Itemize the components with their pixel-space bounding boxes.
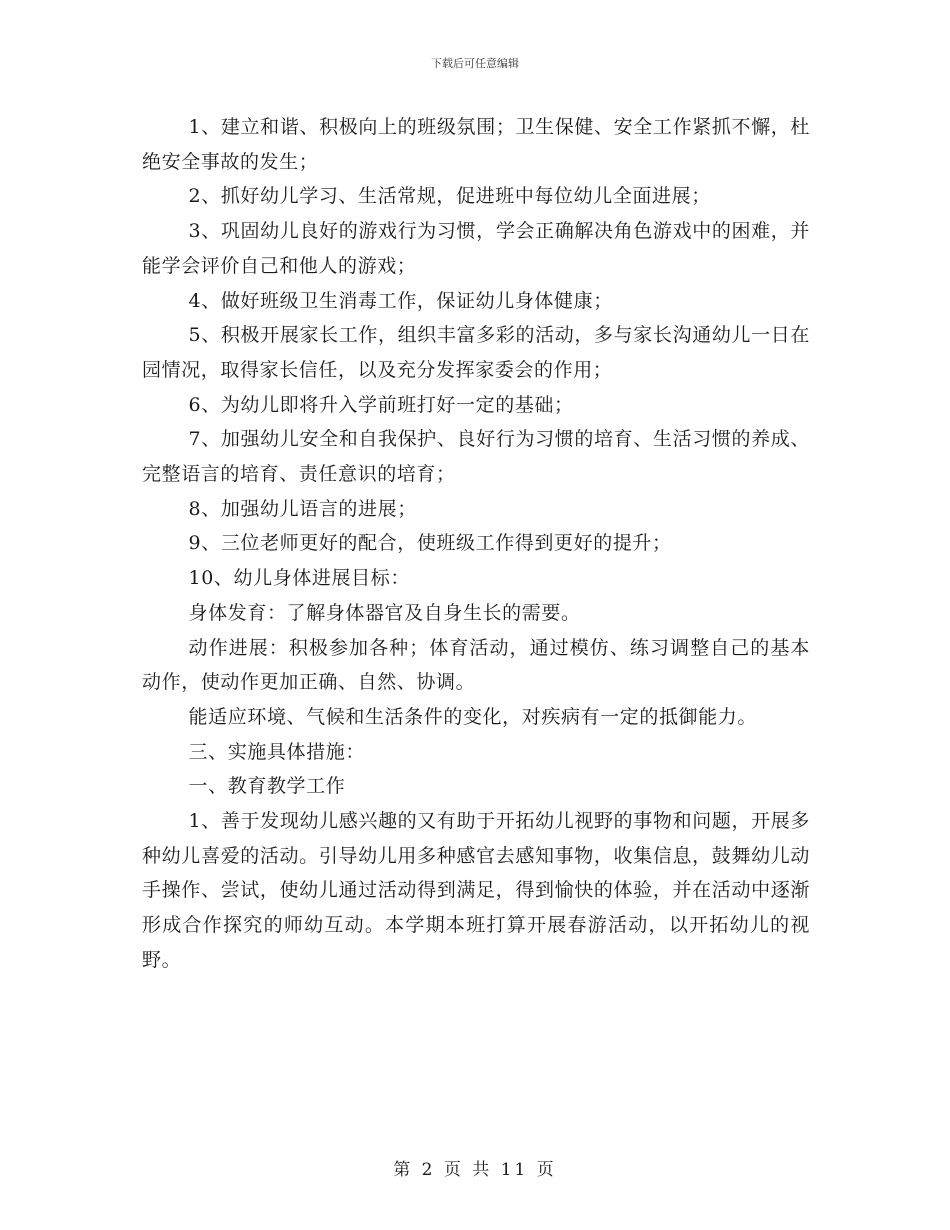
paragraph: 4、做好班级卫生消毒工作，保证幼儿身体健康；: [188, 289, 613, 312]
section-heading: 三、实施具体措施：: [188, 740, 365, 763]
paragraph: 2、抓好幼儿学习、生活常规，促进班中每位幼儿全面进展；: [188, 185, 711, 208]
document-body: [142, 110, 810, 978]
paragraph: 10、幼儿身体进展目标：: [188, 567, 410, 590]
subsection-heading: 一、教育教学工作: [188, 775, 346, 798]
paragraph: 1、善于发现幼儿感兴趣的又有助于开拓幼儿视野的事物和问题，开展多种幼儿喜爱的活动。引导幼儿用多种感官去感知事物，收集信息，鼓舞幼儿动手操作、尝试，使幼儿通过活动得到满足，得到愉快的体验，并在活动中逐渐形成合作探究的师幼互动。本学期本班打算开展春游活动，以开拓幼儿的视野。: [142, 810, 810, 971]
paragraph: 7、加强幼儿安全和自我保护、良好行为习惯的培育、生活习惯的养成、完整语言的培育、责任意识的培育；: [142, 428, 810, 486]
page-number-footer: 第 2 页 共 11 页: [393, 1160, 557, 1180]
page-header: 下载后可任意编辑: [431, 57, 519, 70]
paragraph: 动作进展：积极参加各种；体育活动，通过模仿、练习调整自己的基本动作，使动作更加正确、自然、协调。: [142, 636, 810, 694]
paragraph: 能适应环境、气候和生活条件的变化，对疾病有一定的抵御能力。: [188, 705, 757, 728]
paragraph: 1、建立和谐、积极向上的班级氛围；卫生保健、安全工作紧抓不懈，杜绝安全事故的发生；: [142, 116, 810, 173]
paragraph: 身体发育：了解身体器官及自身生长的需要。: [188, 601, 581, 624]
paragraph: 9、三位老师更好的配合，使班级工作得到更好的提升；: [188, 532, 672, 555]
paragraph: 3、巩固幼儿良好的游戏行为习惯，学会正确解决角色游戏中的困难，并能学会评价自己和他人的游戏；: [142, 220, 810, 277]
paragraph: 6、为幼儿即将升入学前班打好一定的基础；: [188, 393, 574, 416]
paragraph: 8、加强幼儿语言的进展；: [188, 497, 417, 520]
paragraph: 5、积极开展家长工作，组织丰富多彩的活动，多与家长沟通幼儿一日在园情况，取得家长信任，以及充分发挥家委会的作用；: [142, 324, 810, 381]
